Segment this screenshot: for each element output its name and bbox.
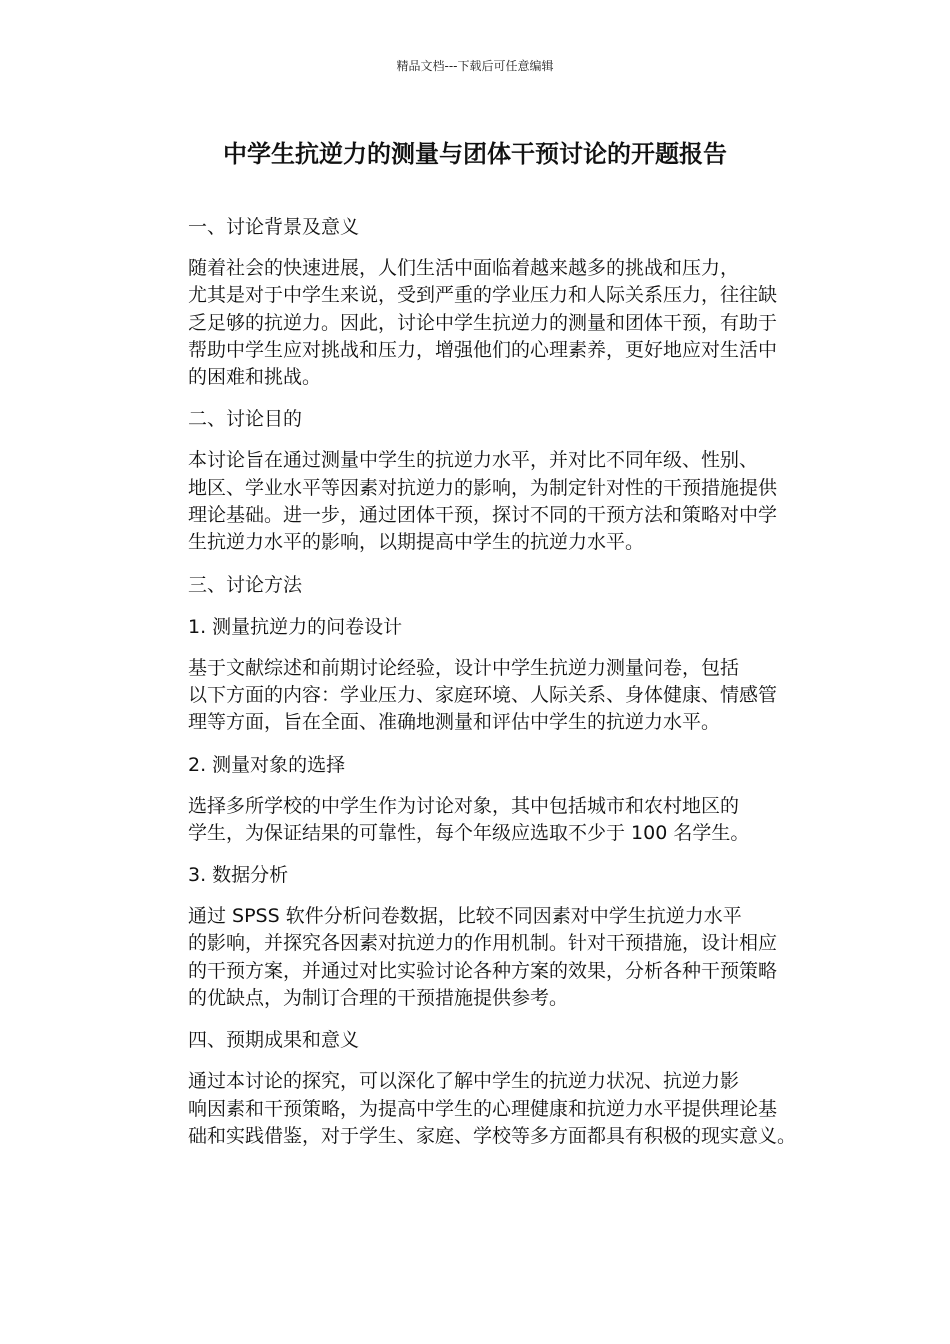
document-body bbox=[144, 213, 808, 1164]
section-paragraph bbox=[144, 447, 808, 556]
paragraph-line: 生抗逆力水平的影响，以期提高中学生的抗逆力水平。 bbox=[188, 531, 645, 554]
paragraph-line: 础和实践借鉴，对于学生、家庭、学校等多方面都具有积极的现实意义。 bbox=[188, 1124, 797, 1147]
paragraph-line: 学生，为保证结果的可靠性，每个年级应选取不少于 100 名学生。 bbox=[188, 821, 750, 844]
paragraph-line: 以下方面的内容：学业压力、家庭环境、人际关系、身体健康、情感管 bbox=[188, 683, 778, 706]
paragraph-line: 理论基础。进一步，通过团体干预，探讨不同的干预方法和策略对中学 bbox=[188, 504, 778, 527]
paragraph-line: 的干预方案，并通过对比实验讨论各种方案的效果，分析各种干预策略 bbox=[188, 959, 778, 982]
paragraph-line: 帮助中学生应对挑战和压力，增强他们的心理素养，更好地应对生活中 bbox=[188, 338, 778, 361]
paragraph-line: 通过 SPSS 软件分析问卷数据，比较不同因素对中学生抗逆力水平 bbox=[188, 905, 742, 928]
paragraph-line: 的优缺点，为制订合理的干预措施提供参考。 bbox=[188, 987, 569, 1010]
section-heading: 一、讨论背景及意义 bbox=[188, 216, 360, 238]
section-heading: 四、预期成果和意义 bbox=[188, 1029, 360, 1052]
paragraph-line: 随着社会的快速进展，人们生活中面临着越来越多的挑战和压力， bbox=[188, 257, 740, 279]
section-paragraph bbox=[144, 1068, 808, 1150]
paragraph-line: 乏足够的抗逆力。因此，讨论中学生抗逆力的测量和团体干预，有助于 bbox=[188, 311, 778, 334]
section-heading: 3. 数据分析 bbox=[188, 864, 289, 887]
paragraph-line: 理等方面，旨在全面、准确地测量和评估中学生的抗逆力水平。 bbox=[188, 711, 721, 734]
document-title: 中学生抗逆力的测量与团体干预讨论的开题报告 bbox=[223, 140, 727, 168]
paragraph-line: 通过本讨论的探究，可以深化了解中学生的抗逆力状况、抗逆力影 bbox=[188, 1070, 740, 1093]
section-paragraph bbox=[144, 655, 808, 737]
section-heading: 二、讨论目的 bbox=[188, 408, 303, 431]
header-note: 精品文档---下载后可任意编辑 bbox=[396, 59, 554, 73]
section-paragraph bbox=[144, 903, 808, 1012]
section-heading: 三、讨论方法 bbox=[188, 573, 303, 596]
paragraph-line: 的影响，并探究各因素对抗逆力的作用机制。针对干预措施，设计相应 bbox=[188, 932, 778, 955]
paragraph-line: 响因素和干预策略，为提高中学生的心理健康和抗逆力水平提供理论基 bbox=[188, 1097, 778, 1120]
section-paragraph bbox=[144, 255, 808, 391]
paragraph-line: 的困难和挑战。 bbox=[188, 366, 322, 389]
paragraph-line: 选择多所学校的中学生作为讨论对象，其中包括城市和农村地区的 bbox=[188, 794, 740, 817]
paragraph-line: 基于文献综述和前期讨论经验，设计中学生抗逆力测量问卷，包括 bbox=[188, 656, 740, 679]
section-paragraph bbox=[144, 793, 808, 848]
section-heading: 2. 测量对象的选择 bbox=[188, 753, 346, 776]
paragraph-line: 尤其是对于中学生来说，受到严重的学业压力和人际关系压力，往往缺 bbox=[188, 284, 778, 307]
paragraph-line: 地区、学业水平等因素对抗逆力的影响，为制定针对性的干预措施提供 bbox=[188, 476, 778, 499]
section-heading: 1. 测量抗逆力的问卷设计 bbox=[188, 615, 403, 638]
paragraph-line: 本讨论旨在通过测量中学生的抗逆力水平，并对比不同年级、性别、 bbox=[188, 449, 759, 472]
